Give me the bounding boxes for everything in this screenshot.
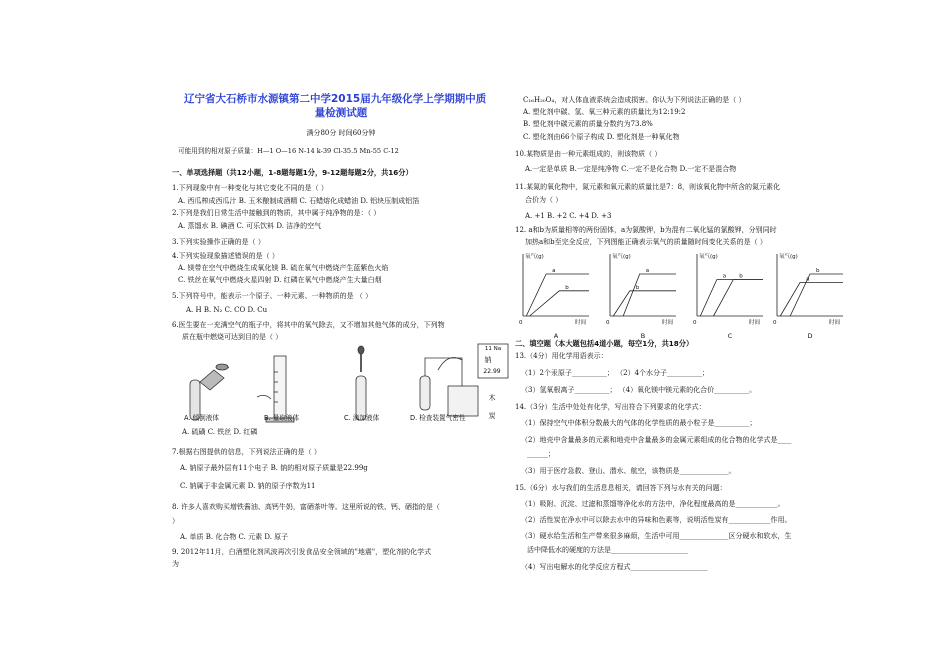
graph-series-line <box>526 274 589 316</box>
figure-label-c: C. 滴加液体 <box>344 414 380 422</box>
question-15-part3-cont: 活中降低水的硬度的方法是______________________ <box>527 546 688 554</box>
graph-series-label: b <box>565 284 569 291</box>
figure-label-a: A. 倾倒液体 <box>184 414 219 422</box>
question-14-part2-cont: ______； <box>527 450 555 458</box>
sodium-name: 钠 <box>484 356 492 364</box>
question-8: 8. 许多人喜欢购买增铁酱油、高钙牛奶，富硒茶叶等。这里所说的铁、钙、硒指的是（ <box>172 503 440 511</box>
question-12: 12. a和b为质量相等的两份固体，a为氯酸钾，b为混有二氧化锰的氯酸钾，分别同时 <box>515 226 777 234</box>
graph-option-label: B <box>640 332 646 340</box>
sodium-mass: 22.99 <box>483 368 501 375</box>
graph-series-line <box>714 280 764 316</box>
graph-series-label: a <box>552 268 556 274</box>
question-1-options: A. 西瓜榨成西瓜汁 B. 玉米酿制成酒精 C. 石蜡熔化成蜡油 D. 铝块压制成铝箔 <box>178 197 420 205</box>
figure-label-d: D. 检查装置气密性 <box>410 414 466 422</box>
question-10-options: A.一定是单质 B.一定是纯净物 C.一定不是化合物 D.一定不是混合物 <box>525 165 737 173</box>
graph-series-line <box>623 274 676 316</box>
graph-series-line <box>613 291 676 316</box>
graph-origin: 0 <box>519 320 523 326</box>
question-9-option-b: B. 塑化剂中碳元素的质量分数约为73.8% <box>523 120 653 128</box>
graph-origin: 0 <box>693 320 697 326</box>
oxygen-time-graphs <box>515 248 855 340</box>
question-13: 13.（4分）用化学用语表示： <box>515 352 608 360</box>
question-11-cont: 合价为（ ） <box>525 196 563 204</box>
question-7-options-cd: C. 钠属于非金属元素 D. 钠的原子序数为11 <box>180 482 316 490</box>
question-2: 2.下列是我们日常生活中接触到的物质，其中属于纯净物的是：（ ） <box>172 209 381 217</box>
charcoal-label: 炭 <box>488 412 496 420</box>
graph-series-line <box>530 291 589 316</box>
graph-y-label: 氧气(g) <box>525 254 544 260</box>
question-14-part3: （3）用于医疗急救、登山、潜水、航空，该物质是______________。 <box>521 467 736 475</box>
question-4-options-cd: C. 铁丝在氧气中燃烧火星四射 D. 红磷在氧气中燃烧产生大量白烟 <box>178 276 382 284</box>
graph-x-label: 时间 <box>749 320 761 326</box>
exam-title-line2: 量检测试题 <box>314 107 368 119</box>
question-8-options: A. 单质 B. 化合物 C. 元素 D. 原子 <box>180 533 289 541</box>
section1-heading: 一、单项选择题（共12小题，1-8题每题1分，9-12题每题2分，共16分） <box>172 168 413 177</box>
graph-series-label: b <box>635 284 640 291</box>
question-7: 7.根据右图提供的信息，下列说法正确的是（ ） <box>172 448 321 456</box>
graph-x-label: 时间 <box>662 320 674 326</box>
question-14-part1: （1）保持空气中体积分数最大的气体的化学性质的最小粒子是__________； <box>521 419 757 427</box>
exam-title-line1: 辽宁省大石桥市水源镇第二中学2015届九年级化学上学期期中质 <box>184 93 487 105</box>
graph-option-label: D <box>807 332 813 340</box>
question-15: 15.（6分）水与我们的生活息息相关，请回答下列与水有关的问题： <box>515 484 727 492</box>
question-9-option-a: A. 塑化剂中碳、氢、氧三种元素的质量比为12:19:2 <box>523 108 686 116</box>
question-6-cont: 质在瓶中燃烧可达到目的是（ ） <box>182 333 283 341</box>
question-11-options: A. +1 B. +2 C. +4 D. +3 <box>525 212 612 220</box>
section2-heading: 二、填空题（本大题包括4道小题，每空1分，共18分） <box>515 339 694 348</box>
question-11: 11.某氮的氧化物中，氮元素和氧元素的质量比是7：8，则该氧化物中所含的氮元素化 <box>515 183 781 191</box>
question-15-part4: （4）写出电解水的化学反应方程式______________________ <box>521 563 708 571</box>
question-8-cont: ） <box>172 517 179 525</box>
graph-option-label: A <box>553 332 559 340</box>
graduated-cylinder-illustration <box>257 356 294 422</box>
question-9-option-cd: C. 塑化剂由66个原子构成 D. 塑化剂是一种氧化物 <box>523 133 680 141</box>
graph-series-label: a <box>645 268 650 274</box>
graph-y-label: 氧气(g) <box>612 254 631 260</box>
question-5: 5.下列符号中，能表示一个原子、一种元素、一种物质的是 （ ） <box>172 292 373 300</box>
sodium-number-symbol: 11 Na <box>484 346 502 352</box>
question-9: 9. 2012年11月，白酒塑化剂风波再次引发食品安全领域的"地震"，塑化剂的化学式 <box>172 548 432 556</box>
graph-series-label: b <box>739 273 743 280</box>
question-15-part1: （1）吸附、沉淀、过滤和蒸馏等净化水的方法中，净化程度最高的是____________。 <box>521 500 785 508</box>
graph-series-line <box>780 282 843 316</box>
question-6: 6.医生要在一充满空气的瓶子中，将其中的氧气除去，又不增加其他气体的成分，下列物 <box>172 321 445 329</box>
graph-series-line <box>790 274 843 316</box>
graph-x-label: 时间 <box>575 320 587 326</box>
atomic-masses: 可能用到的相对原子质量：H—1 O—16 N-14 k-39 Cl-35.5 Mn-55 C-12 <box>178 147 399 155</box>
question-15-part2: （2）活性炭在净水中可以除去水中的异味和色素等，说明活性炭有____________作用。 <box>521 516 792 524</box>
graph-series-label: a <box>722 273 727 280</box>
question-14-part2: （2）地壳中含量最多的元素和地壳中含量最多的金属元素组成的化合物的化学式是____ <box>521 436 792 444</box>
question-13-part2: （3）氢氧根离子__________； （4）氧化镁中镁元素的化合价__________。 <box>521 386 757 394</box>
question-4-options-ab: A. 镁带在空气中燃烧生成氧化镁 B. 硫在氧气中燃烧产生蓝紫色火焰 <box>178 264 389 272</box>
question-5-options: A. H B. N₂ C. CO D. Cu <box>186 306 268 314</box>
sodium-element-card <box>478 344 508 378</box>
wood-label: 木 <box>488 394 496 402</box>
question-13-part1: （1）2个汞原子__________； （2）4个水分子__________； <box>521 369 710 377</box>
graph-series-label: a <box>806 276 810 283</box>
question-7-options-ab: A. 钠原子最外层有11个电子 B. 钠的相对原子质量是22.99g <box>180 464 368 472</box>
graph-y-label: 氧气(g) <box>699 254 718 260</box>
score-time: 满分80分 时间60分钟 <box>306 129 376 137</box>
airtightness-check-illustration <box>420 358 478 416</box>
question-12-cont: 加热a和b至完全反应，下列图能正确表示氧气的质量随时间变化关系的是（ ） <box>525 238 767 246</box>
question-14: 14.（3分）生活中处处有化学，写出符合下列要求的化学式： <box>515 403 706 411</box>
question-6-options: A. 硫磺 C. 铁丝 D. 红磷 <box>182 428 258 436</box>
question-4: 4.下列实验现象描述错误的是（ ） <box>172 252 279 260</box>
graph-series-label: b <box>816 268 820 274</box>
question-15-part3: （3）硬水给生活和生产带来很多麻烦，生活中可用______________区分硬水和软水，生 <box>521 532 792 540</box>
graph-option-label: C <box>727 332 733 340</box>
pouring-liquid-illustration <box>190 364 229 420</box>
question-9-cont: 为 <box>172 560 179 568</box>
question-3: 3.下列实验操作正确的是（ ） <box>172 238 265 246</box>
graph-origin: 0 <box>773 320 777 326</box>
graph-origin: 0 <box>606 320 610 326</box>
graph-y-label: 氧气(g) <box>779 254 798 260</box>
question-10: 10.某物质是由一种元素组成的，则该物质（ ） <box>515 150 662 158</box>
dropper-illustration <box>356 346 366 420</box>
question-9-formula: C₁₆H₂₀O₄，对人体血液系统会造成损害。你认为下列说法正确的是（ ） <box>523 96 746 104</box>
graph-x-label: 时间 <box>829 320 841 326</box>
question-1: 1.下列现象中有一种变化与其它变化不同的是（ ） <box>172 184 328 192</box>
figure-label-b: B. 量取液体 <box>264 414 300 422</box>
question-2-options: A. 蒸馏水 B. 碘酒 C. 可乐饮料 D. 洁净的空气 <box>178 222 322 230</box>
graph-series-line <box>700 280 763 316</box>
